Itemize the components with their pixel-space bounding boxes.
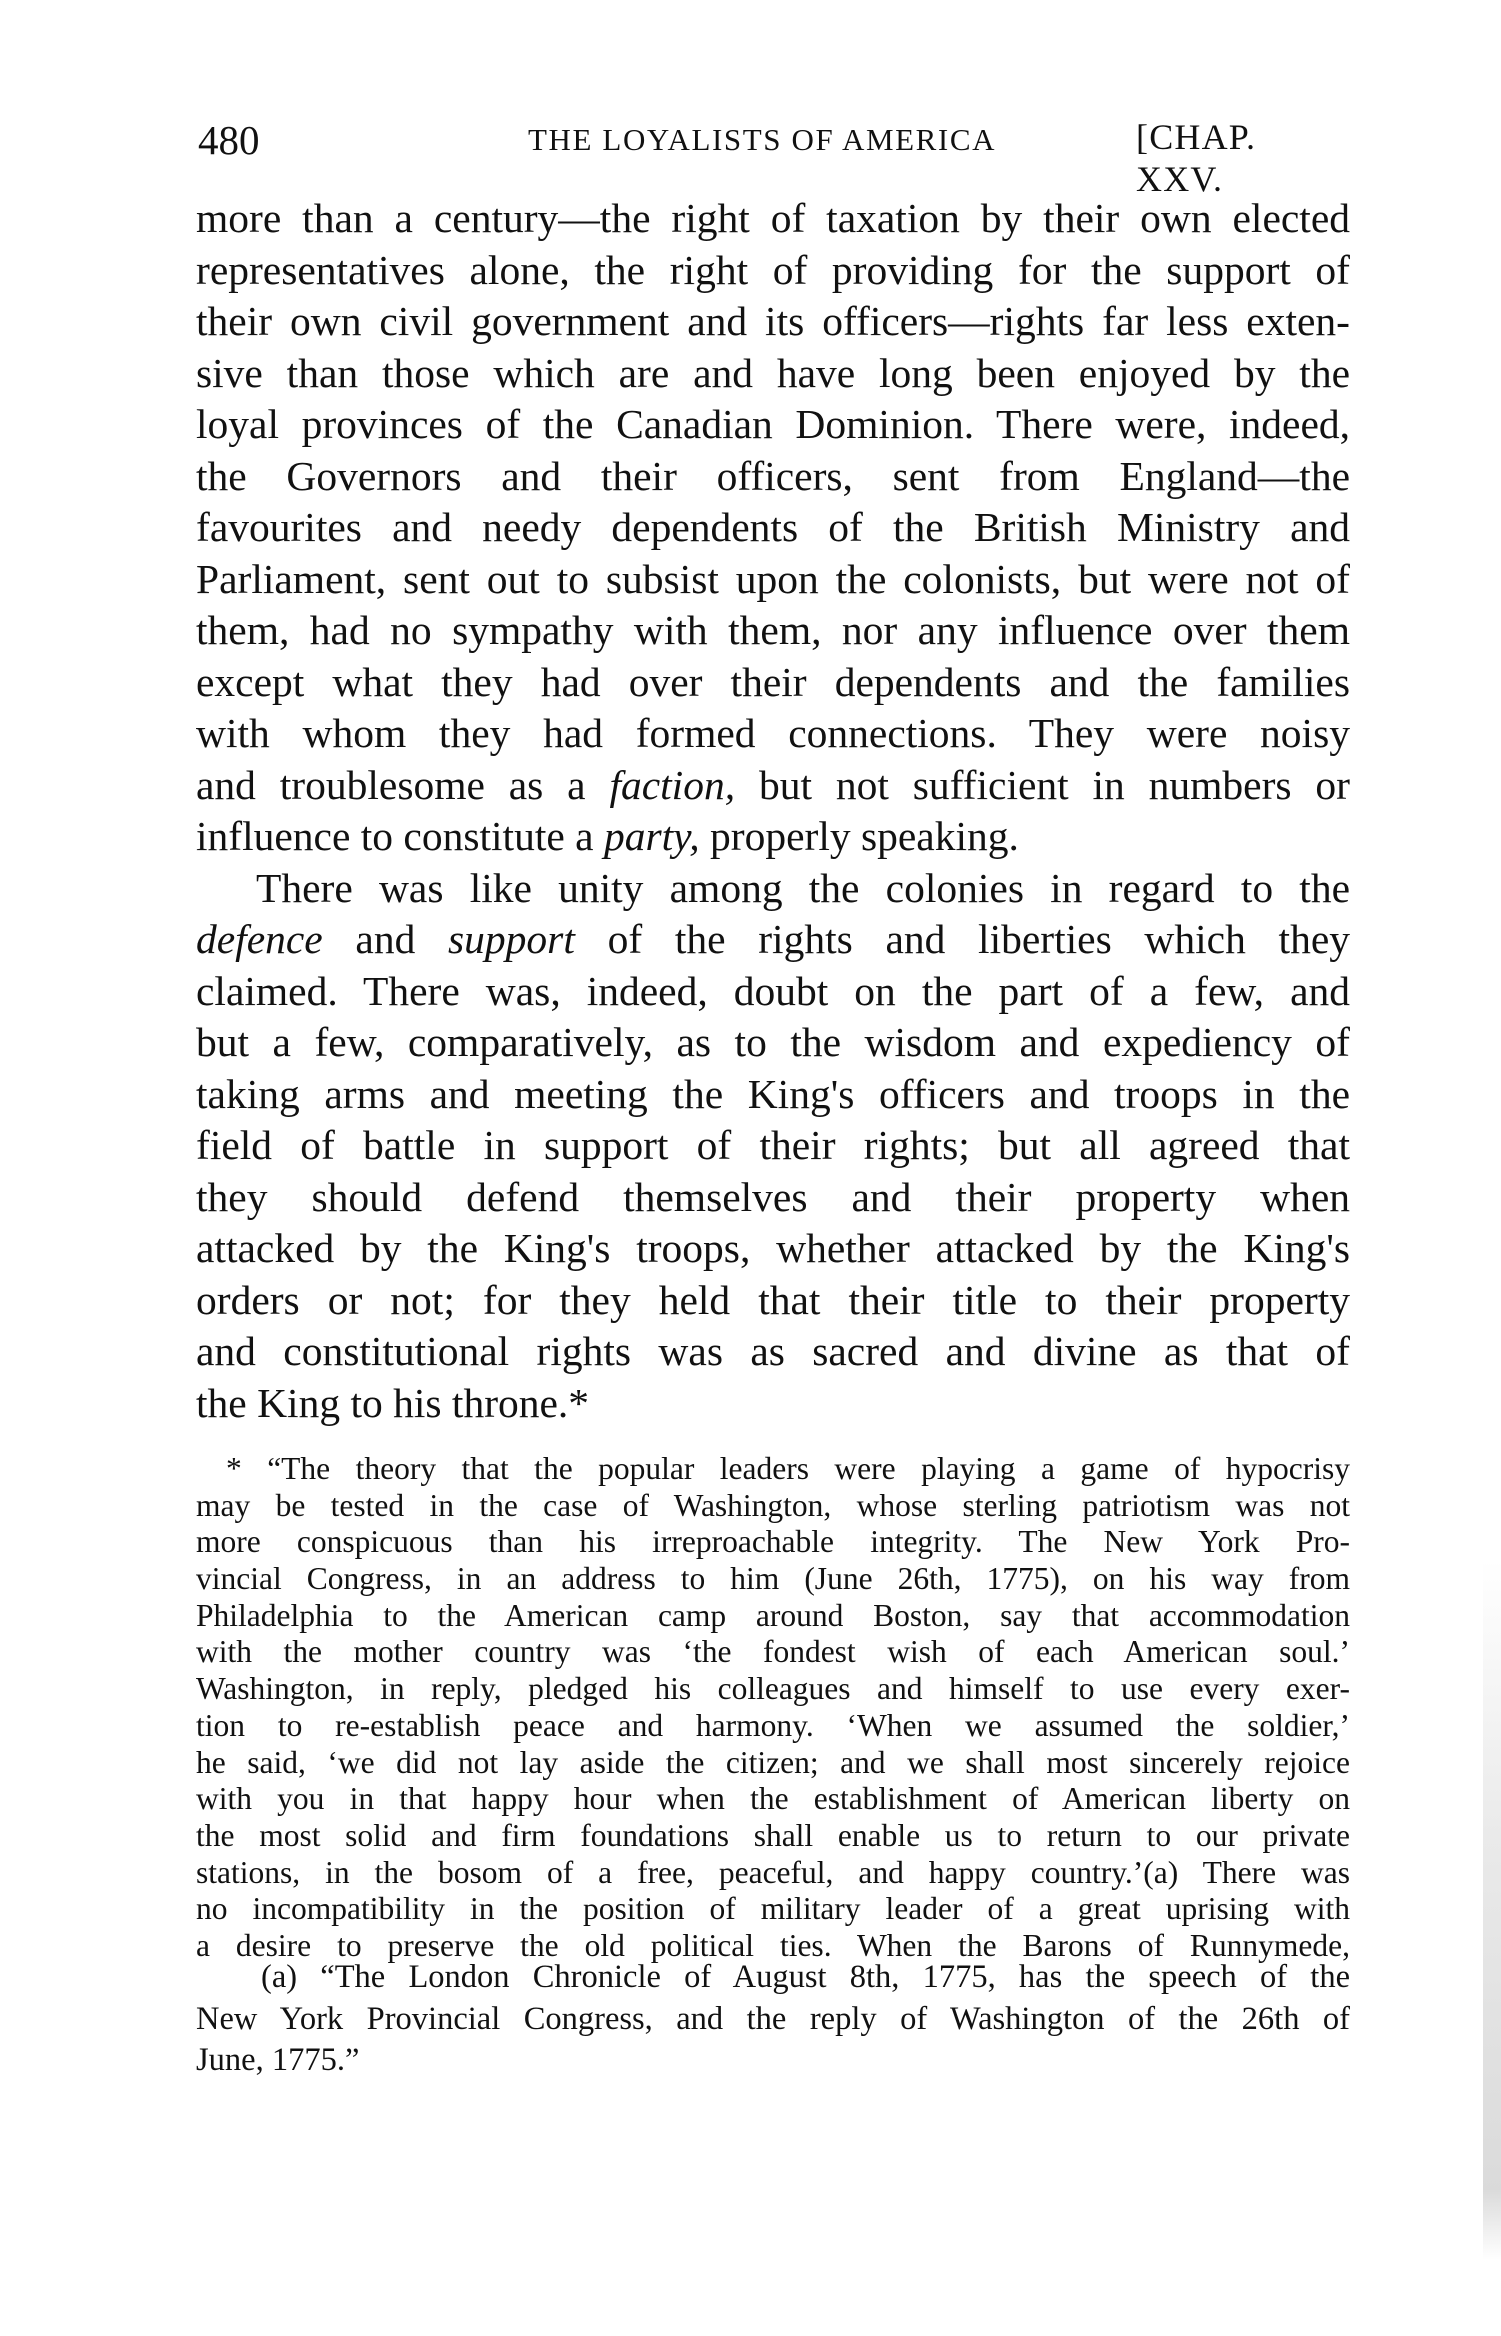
- text-line: with whom they had formed connections. They were noisy: [196, 710, 1350, 756]
- text-line: favourites and needy dependents of the British Ministry and: [196, 504, 1350, 550]
- footnote-line: with you in that happy hour when the establishment of American liberty on: [196, 1781, 1350, 1817]
- footnote-line: tion to re-establish peace and harmony. ‘When we assumed the soldier,’: [196, 1707, 1350, 1743]
- footnote-line: more conspicuous than his irreproachable integrity. The New York Pro-: [196, 1524, 1350, 1560]
- footnote-line: the most solid and firm foundations shall enable us to return to our private: [196, 1817, 1350, 1853]
- italic-term: defence: [196, 916, 323, 962]
- running-head: [193, 108, 1353, 199]
- footnote-line: * “The theory that the popular leaders were playing a game of hypocrisy: [226, 1451, 1350, 1486]
- footnote-line: no incompatibility in the position of military leader of a great uprising with: [196, 1891, 1350, 1927]
- footnote: [196, 1451, 1350, 1965]
- text-run: properly speaking.: [699, 813, 1019, 859]
- page-number: 480: [198, 117, 260, 163]
- body-text: [196, 193, 1350, 1429]
- subnote-line: New York Provincial Congress, and the reply of Washington of the 26th of: [196, 2000, 1350, 2037]
- text-run: and troublesome as a: [196, 761, 610, 808]
- text-line: [196, 811, 1350, 863]
- paragraph-1: [196, 193, 1350, 863]
- text-line: Parliament, sent out to subsist upon the colonists, but were not of: [196, 555, 1350, 602]
- text-run: and: [322, 916, 449, 962]
- footnote-line: Washington, in reply, pledged his colleagues and himself to use every exer-: [196, 1671, 1350, 1707]
- text-line: [196, 914, 1350, 966]
- italic-term: faction,: [609, 761, 736, 808]
- footnote-line: he said, ‘we did not lay aside the citizen; and we shall most sincerely rejoice: [196, 1744, 1350, 1780]
- text-line: the King to his throne.*: [196, 1379, 590, 1426]
- text-line: they should defend themselves and their property when: [196, 1173, 1350, 1220]
- text-line: loyal provinces of the Canadian Dominion. There were, indeed,: [196, 401, 1350, 447]
- text-line: orders or not; for they held that their title to their property: [196, 1276, 1350, 1323]
- text-line: [196, 760, 1350, 812]
- text-run: but not sufficient in numbers or: [735, 761, 1350, 808]
- text-line: them, had no sympathy with them, nor any influence over them: [196, 607, 1350, 653]
- running-title: THE LOYALISTS OF AMERICA: [528, 122, 997, 157]
- text-line: field of battle in support of their rights; but all agreed that: [196, 1122, 1350, 1168]
- text-line: the Governors and their officers, sent from England—the: [196, 452, 1350, 499]
- footnote-line: may be tested in the case of Washington, whose sterling patriotism was not: [196, 1487, 1350, 1523]
- scan-edge-artifact: [1483, 1560, 1501, 2260]
- paragraph-2: [196, 863, 1350, 1430]
- subnote-line: (a) “The London Chronicle of August 8th, 1775, has the speech of the: [261, 1959, 1350, 1995]
- text-line: more than a century—the right of taxation by their own elected: [196, 195, 1350, 241]
- text-line: taking arms and meeting the King's officers and troops in the: [196, 1070, 1350, 1117]
- text-line: except what they had over their dependents and the families: [196, 658, 1350, 705]
- text-line: claimed. There was, indeed, doubt on the part of a few, and: [196, 967, 1350, 1014]
- text-run: of the rights and liberties which they: [574, 916, 1350, 962]
- italic-term: party,: [603, 813, 700, 859]
- sub-footnote: [196, 1957, 1350, 2082]
- text-line: attacked by the King's troops, whether attacked by the King's: [196, 1225, 1350, 1271]
- text-line: their own civil government and its officers—rights far less exten-: [196, 298, 1350, 344]
- chapter-label: [CHAP. XXV.: [1136, 117, 1257, 199]
- italic-term: support: [448, 916, 575, 962]
- text-line: sive than those which are and have long been enjoyed by the: [196, 349, 1350, 396]
- footnote-line: stations, in the bosom of a free, peaceful, and happy country.’(a) There was: [196, 1854, 1350, 1890]
- text-line: There was like unity among the colonies in regard to the: [256, 864, 1350, 911]
- text-line: but a few, comparatively, as to the wisdom and expediency of: [196, 1019, 1350, 1065]
- footnote-line: Philadelphia to the American camp around Boston, say that accommodation: [196, 1597, 1350, 1633]
- text-line: and constitutional rights was as sacred and divine as that of: [196, 1328, 1350, 1374]
- footnote-line: with the mother country was ‘the fondest wish of each American soul.’: [196, 1634, 1350, 1670]
- text-line: representatives alone, the right of providing for the support of: [196, 246, 1350, 293]
- subnote-line: June, 1775.”: [196, 2042, 360, 2078]
- footnote-line: vincial Congress, in an address to him (June 26th, 1775), on his way from: [196, 1561, 1350, 1597]
- text-run: influence to constitute a: [196, 813, 604, 859]
- footnote-line: a desire to preserve the old political ties. When the Barons of Runnymede,: [196, 1927, 1350, 1963]
